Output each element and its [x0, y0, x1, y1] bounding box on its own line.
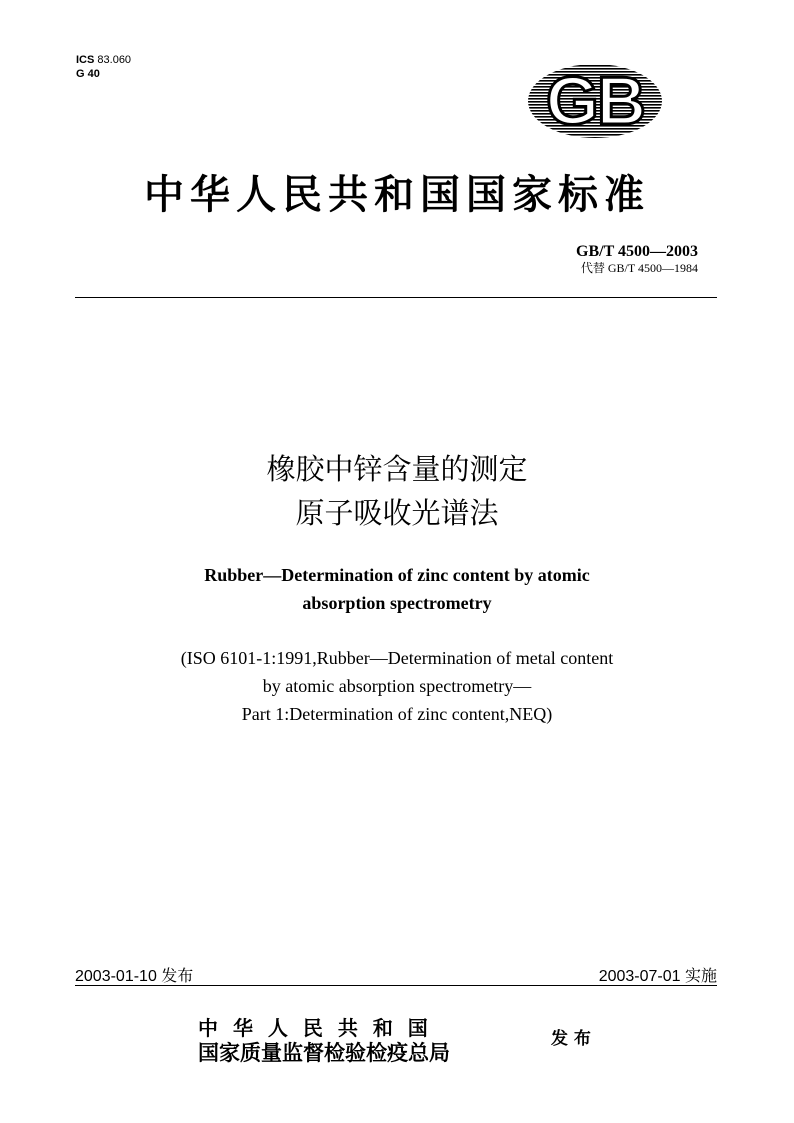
iso-reference-line1: (ISO 6101-1:1991,Rubber—Determination of metal content: [180, 648, 614, 668]
footer-divider: [75, 985, 717, 986]
header-divider: [75, 297, 717, 298]
ics-line: [76, 53, 131, 67]
standard-number: GB/T 4500—2003: [576, 243, 698, 260]
implementation-date: 2003-07-01 实施: [598, 968, 717, 985]
issuer-line2: 国家质量监督检验检疫总局: [198, 1040, 450, 1065]
iso-reference-line2: by atomic absorption spectrometry—: [262, 676, 532, 696]
zh-title-line1: 橡胶中锌含量的测定: [266, 452, 528, 486]
gb-logo: [526, 62, 664, 140]
replaces-standard: 代替 GB/T 4500—1984: [580, 261, 698, 275]
zh-title-line2: 原子吸收光谱法: [295, 496, 499, 530]
issue-action: 发 布: [551, 1029, 591, 1049]
en-title-line2: absorption spectrometry: [302, 593, 492, 613]
classification-codes: [76, 53, 131, 81]
standard-number-block: [576, 243, 698, 276]
ics-label: ICS: [76, 54, 95, 66]
standard-header-title: 中华人民共和国国家标准: [144, 171, 650, 218]
iso-reference-line3: Part 1:Determination of zinc content,NEQ): [241, 704, 553, 724]
issuer-line1: 中 华 人 民 共 和 国: [198, 1016, 432, 1040]
en-title-line1: Rubber—Determination of zinc content by atomic: [204, 565, 590, 585]
ics-code: 83.060: [97, 54, 132, 66]
ccs-code: G 40: [76, 68, 100, 80]
gb-logo-text: GB: [546, 63, 644, 139]
issue-date: 2003-01-10 发布: [75, 968, 194, 985]
